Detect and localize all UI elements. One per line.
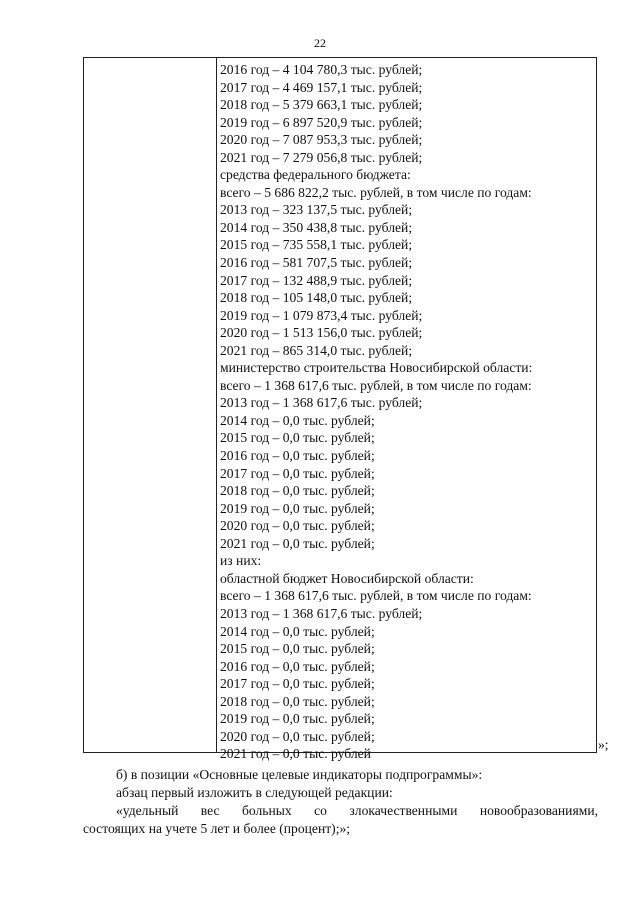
table-cell-line: 2015 год – 735 558,1 тыс. рублей;: [220, 237, 413, 253]
table-cell-line: всего – 1 368 617,6 тыс. рублей, в том числе по годам:: [220, 588, 532, 604]
table-cell-line: 2020 год – 0,0 тыс. рублей;: [220, 518, 375, 534]
table-cell-line: 2016 год – 4 104 780,3 тыс. рублей;: [220, 62, 423, 77]
table-cell-line: 2018 год – 0,0 тыс. рублей;: [220, 693, 375, 709]
page-number: 22: [314, 36, 326, 50]
table-cell-line: 2016 год – 0,0 тыс. рублей;: [220, 658, 375, 674]
table-cell-line: 2017 год – 132 488,9 тыс. рублей;: [220, 272, 413, 288]
table-cell-line: 2014 год – 350 438,8 тыс. рублей;: [220, 219, 413, 235]
table-cell-line: 2019 год – 6 897 520,9 тыс. рублей;: [220, 114, 423, 130]
table-cell-line: 2015 год – 0,0 тыс. рублей;: [220, 641, 375, 657]
table-cell-line: 2016 год – 581 707,5 тыс. рублей;: [220, 255, 413, 271]
table-cell-line: 2015 год – 0,0 тыс. рублей;: [220, 430, 375, 446]
paragraph-quote-start: «удельный вес больных со злокачественными новообразованиями,: [116, 803, 598, 818]
table-cell-line: 2017 год – 0,0 тыс. рублей;: [220, 465, 375, 481]
paragraph-quote-end: состоящих на учете 5 лет и более (процент);»;: [83, 821, 351, 836]
table-right-cell: [220, 61, 592, 763]
table-cell-line: 2020 год – 7 087 953,3 тыс. рублей;: [220, 132, 423, 148]
table-cell-line: 2021 год – 865 314,0 тыс. рублей;: [220, 342, 413, 358]
table-cell-line: 2018 год – 5 379 663,1 тыс. рублей;: [220, 97, 423, 113]
paragraph-indicators-position: б) в позиции «Основные целевые индикаторы подпрограммы»:: [116, 767, 483, 782]
paragraph-first-abzac: абзац первый изложить в следующей редакции:: [116, 785, 393, 800]
table-cell-line: 2018 год – 0,0 тыс. рублей;: [220, 483, 375, 499]
table-cell-line: 2013 год – 1 368 617,6 тыс. рублей;: [220, 605, 423, 621]
table-cell-line: всего – 1 368 617,6 тыс. рублей, в том числе по годам:: [220, 377, 532, 393]
table-cell-line: 2016 год – 0,0 тыс. рублей;: [220, 448, 375, 464]
table-cell-line: 2020 год – 1 513 156,0 тыс. рублей;: [220, 325, 423, 341]
table-cell-line: 2014 год – 0,0 тыс. рублей;: [220, 623, 375, 639]
table-cell-line: 2019 год – 1 079 873,4 тыс. рублей;: [220, 307, 423, 323]
table-cell-line: 2018 год – 105 148,0 тыс. рублей;: [220, 290, 413, 306]
table-cell-line: министерство строительства Новосибирской области:: [220, 360, 533, 376]
table-cell-line: областной бюджет Новосибирской области:: [220, 570, 474, 586]
table-cell-line: из них:: [220, 553, 262, 569]
table-cell-line: 2021 год – 0,0 тыс. рублей: [220, 746, 371, 762]
table-cell-line: 2019 год – 0,0 тыс. рублей;: [220, 500, 375, 516]
table-cell-line: 2014 год – 0,0 тыс. рублей;: [220, 412, 375, 428]
table-cell-line: 2021 год – 0,0 тыс. рублей;: [220, 535, 375, 551]
table-cell-line: 2013 год – 1 368 617,6 тыс. рублей;: [220, 395, 423, 411]
table-cell-line: 2019 год – 0,0 тыс. рублей;: [220, 711, 375, 727]
table-cell-line: 2017 год – 4 469 157,1 тыс. рублей;: [220, 79, 423, 95]
table-cell-line: 2021 год – 7 279 056,8 тыс. рублей;: [220, 149, 423, 165]
table-cell-line: всего – 5 686 822,2 тыс. рублей, в том числе по годам:: [220, 184, 532, 200]
table-cell-line: 2017 год – 0,0 тыс. рублей;: [220, 676, 375, 692]
table-cell-line: средства федерального бюджета:: [220, 167, 411, 183]
closing-quote-mark: »;: [598, 737, 609, 752]
table-column-divider: [216, 57, 217, 753]
table-cell-line: 2020 год – 0,0 тыс. рублей;: [220, 728, 375, 744]
table-cell-line: 2013 год – 323 137,5 тыс. рублей;: [220, 202, 413, 218]
